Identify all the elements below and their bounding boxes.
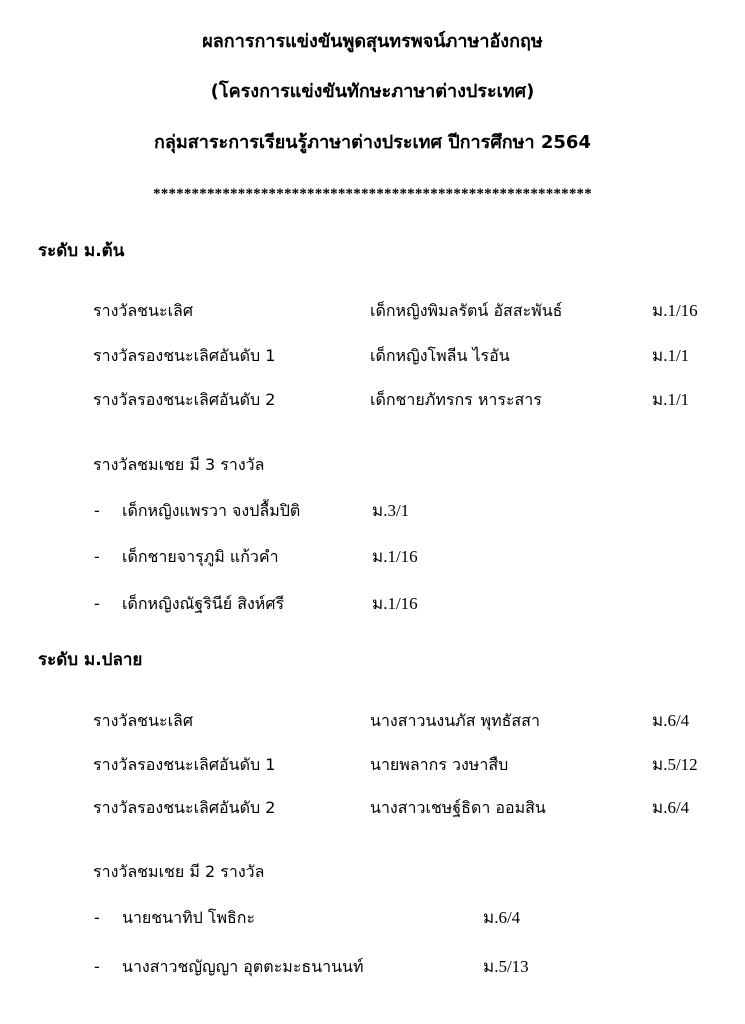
section-heading-upper: ระดับ ม.ปลาย: [38, 650, 143, 670]
award-row: [0, 298, 745, 324]
student-name: นายชนาทิป โพธิกะ: [122, 908, 256, 927]
award-label: รางวัลรองชนะเลิศอันดับ 2: [93, 798, 276, 817]
class-label: ม.1/1: [652, 390, 690, 409]
student-name: เด็กชายภัทรกร หาระสาร: [370, 390, 542, 409]
class-label: ม.3/1: [372, 501, 410, 520]
award-label: รางวัลรองชนะเลิศอันดับ 2: [93, 390, 276, 409]
award-row: [0, 708, 745, 734]
student-name: นายพลากร วงษาสืบ: [370, 755, 509, 774]
student-name: นางสาวเชษฐ์ธิดา ออมสิน: [370, 798, 546, 817]
section-heading-lower: ระดับ ม.ต้น: [38, 241, 125, 261]
student-name: นางสาวนงนภัส พุทธัสสา: [370, 711, 540, 730]
award-label: รางวัลชนะเลิศ: [93, 711, 193, 730]
award-row: [0, 752, 745, 778]
title-line-2: (โครงการแข่งขันทักษะภาษาต่างประเทศ): [210, 81, 535, 102]
list-dash: -: [94, 501, 100, 520]
list-dash: -: [94, 547, 100, 566]
honorable-heading-lower: รางวัลชมเชย มี 3 รางวัล: [93, 455, 265, 474]
class-label: ม.6/4: [483, 908, 521, 927]
class-label: ม.1/1: [652, 346, 690, 365]
class-label: ม.5/13: [483, 957, 529, 976]
student-name: เด็กหญิงพิมลรัตน์ อัสสะพันธ์: [370, 301, 563, 320]
student-name: นางสาวชญัญญา อุตตะมะธนานนท์: [122, 957, 364, 976]
title-line-1: ผลการการแข่งขันพูดสุนทรพจน์ภาษาอังกฤษ: [202, 31, 543, 52]
class-label: ม.5/12: [652, 755, 698, 774]
award-label: รางวัลรองชนะเลิศอันดับ 1: [93, 346, 276, 365]
award-label: รางวัลชนะเลิศ: [93, 301, 193, 320]
class-label: ม.6/4: [652, 711, 690, 730]
student-name: เด็กหญิงแพรวา จงปลื้มปิติ: [122, 501, 301, 520]
title-line-3: กลุ่มสาระการเรียนรู้ภาษาต่างประเทศ ปีการศึกษา 2564: [153, 132, 591, 153]
honorable-row: [0, 591, 745, 617]
student-name: เด็กชายจารุภูมิ แก้วคำ: [122, 547, 279, 566]
separator-line: *********************************************************: [153, 186, 592, 202]
student-name: เด็กหญิงณัฐรินีย์ สิงห์ศรี: [122, 594, 285, 613]
list-dash: -: [94, 908, 100, 927]
class-label: ม.1/16: [372, 594, 418, 613]
student-name: เด็กหญิงโพลีน ไรอัน: [370, 346, 510, 365]
award-row: [0, 387, 745, 413]
class-label: ม.1/16: [652, 301, 698, 320]
class-label: ม.6/4: [652, 798, 690, 817]
honorable-row: [0, 498, 745, 524]
honorable-row: [0, 954, 745, 980]
award-label: รางวัลรองชนะเลิศอันดับ 1: [93, 755, 276, 774]
honorable-heading-upper: รางวัลชมเชย มี 2 รางวัล: [93, 862, 265, 881]
honorable-row: [0, 544, 745, 570]
award-row: [0, 343, 745, 369]
class-label: ม.1/16: [372, 547, 418, 566]
list-dash: -: [94, 957, 100, 976]
award-row: [0, 795, 745, 821]
honorable-row: [0, 905, 745, 931]
list-dash: -: [94, 594, 100, 613]
